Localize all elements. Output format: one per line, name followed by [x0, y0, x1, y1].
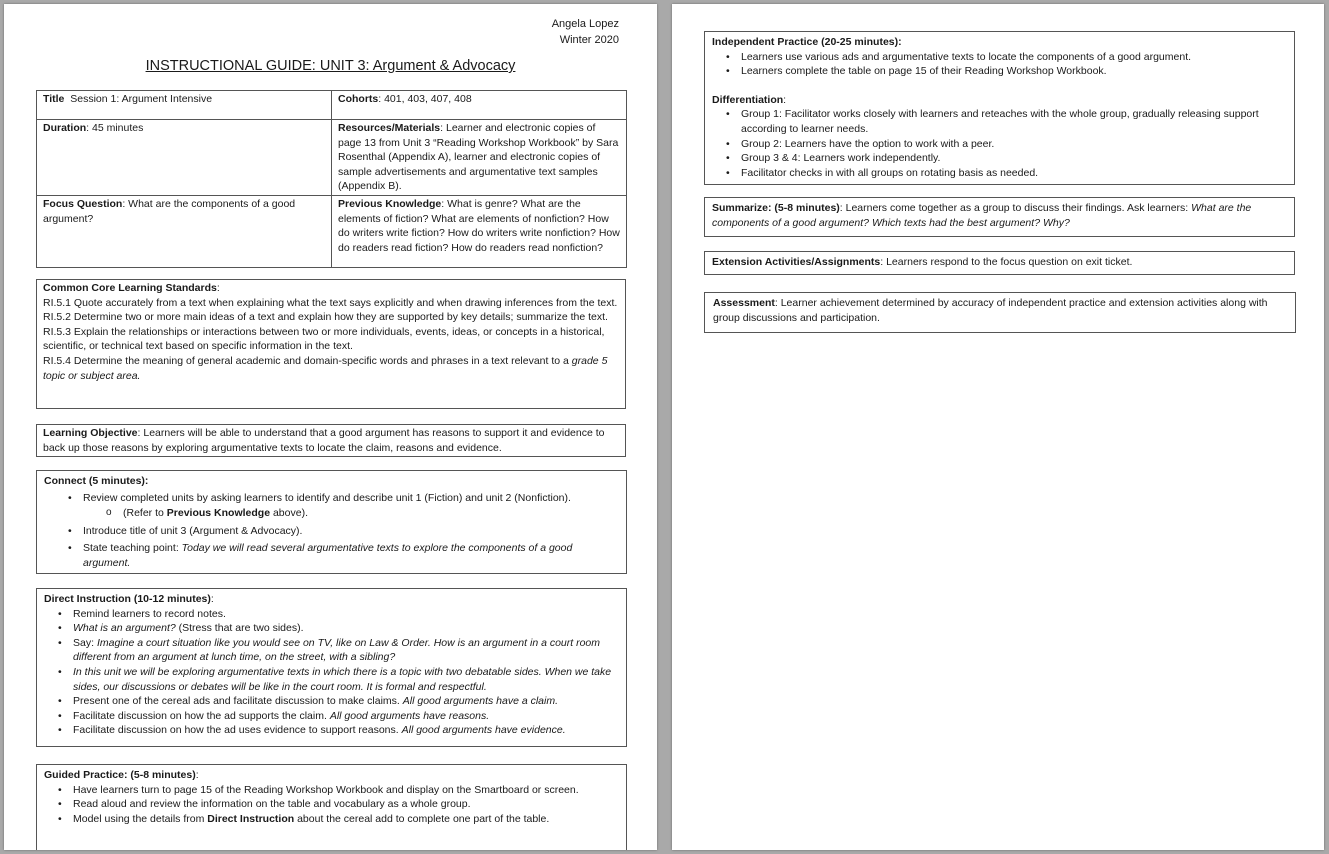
differentiation-heading-colon: :: [783, 93, 787, 106]
standard-ri-5-4-text: RI.5.4 Determine the meaning of general academic and domain-specific words and phrases in a text relevant to a: [43, 354, 572, 367]
list-item: [741, 137, 1287, 152]
connect-heading: [44, 474, 619, 489]
connect-item-2: Introduce title of unit 3 (Argument & Advocacy).: [83, 524, 303, 537]
independent-practice-heading-text: Independent Practice (20-25 minutes):: [712, 36, 902, 48]
cohorts-value: : 401, 403, 407, 408: [378, 93, 472, 105]
list-item: [73, 812, 619, 827]
connect-item-3-italic: Today we will read several argumentative texts to explore the components of a good argument.: [83, 542, 573, 569]
page-header: [552, 16, 619, 48]
connect-sub-prefix: (Refer to: [123, 507, 167, 520]
list-item: [83, 524, 619, 539]
connect-sub-bold: Previous Knowledge: [166, 507, 271, 520]
independent-practice-heading: [712, 35, 1287, 50]
independent-item-1: Learners use various ads and argumentative texts to locate the components of a good argument.: [741, 50, 1192, 63]
connect-item-1: Review completed units by asking learners to identify and describe unit 1 (Fiction) and unit 2 (Nonfiction).: [83, 491, 571, 504]
guided-practice-list: [44, 783, 619, 827]
learning-objective: [43, 426, 619, 455]
list-item: [73, 797, 619, 812]
list-item: [73, 723, 619, 738]
connect-sublist: [44, 506, 619, 521]
standard-ri-5-4-italic: grade 5 topic or subject area.: [43, 354, 608, 382]
direct-item-4-italic: In this unit we will be exploring argumentative texts in which there is a topic with two debatable sides. When we take sides, our discussions or debates will be like in the court room. It is formal and respectful.: [73, 665, 612, 693]
standard-ri-5-2: RI.5.2 Determine two or more main ideas of a text and explain how they are supported by key details; summarize the text.: [43, 311, 608, 324]
differentiation-heading-text: Differentiation: [712, 93, 784, 106]
list-item: [741, 151, 1287, 166]
title-cell: [37, 91, 332, 120]
document-page-1: [4, 4, 657, 850]
extension-heading: Extension Activities/Assignments: [712, 256, 881, 268]
direct-instruction-heading-colon: :: [210, 593, 214, 605]
spacer: [712, 79, 1287, 93]
differentiation-item-2: Group 2: Learners have the option to work with a peer.: [741, 137, 995, 150]
guided-practice-heading: [44, 768, 619, 783]
previous-knowledge-label: Previous Knowledge: [338, 197, 442, 210]
independent-practice-list: [712, 50, 1287, 79]
standards-heading-colon: :: [216, 282, 220, 294]
list-item: [73, 709, 619, 724]
duration-cell: [37, 120, 332, 196]
list-item: [741, 50, 1287, 65]
learning-objective-text: : Learners will be able to understand that a good argument has reasons to support it and evidence to back up those reasons by exploring argumentative texts to locate the claim, reasons and evidence.: [43, 427, 605, 454]
standard-ri-5-1: RI.5.1 Quote accurately from a text when explaining what the text says explicitly and when drawing inferences from the text.: [43, 296, 618, 309]
title-value: Session 1: Argument Intensive: [64, 93, 213, 105]
previous-knowledge-cell: [332, 195, 627, 267]
connect-list: [44, 491, 619, 506]
summarize-questions: What are the components of a good argument? Which texts had the best argument? Why?: [712, 202, 1252, 229]
list-item: [73, 636, 619, 665]
list-item: [73, 694, 619, 709]
guided-practice-heading-text: Guided Practice: (5-8 minutes): [44, 769, 196, 781]
direct-instruction-list: [44, 607, 619, 738]
previous-knowledge-value: : What is genre? What are the elements of fiction? What are elements of nonfiction? How do writers write fiction? How do writers write nonfiction? How do readers read fiction? How do readers read nonfiction?: [338, 197, 620, 254]
list-item: [123, 506, 619, 521]
direct-item-6-italic: All good arguments have reasons.: [329, 709, 490, 722]
assessment-text: [713, 296, 1287, 325]
summarize-box: [704, 197, 1295, 237]
differentiation-item-3: Group 3 & 4: Learners work independently.: [741, 152, 941, 165]
connect-heading-text: Connect (5 minutes):: [44, 475, 149, 487]
standards-heading: [43, 281, 619, 296]
summarize-body: : Learners come together as a group to discuss their findings. Ask learners:: [839, 202, 1192, 214]
duration-label: Duration: [43, 122, 87, 134]
summarize-heading: Summarize: (5-8 minutes): [712, 202, 840, 214]
focus-question-label: Focus Question: [43, 197, 123, 210]
assessment-box: [704, 292, 1296, 333]
summarize-text: [712, 201, 1287, 230]
connect-item-3-prefix: State teaching point:: [83, 542, 182, 555]
term: Winter 2020: [559, 34, 619, 46]
independent-item-2: Learners complete the table on page 15 of their Reading Workshop Workbook.: [741, 65, 1107, 78]
resources-cell: [332, 120, 627, 196]
session-info-table: [36, 90, 627, 268]
differentiation-heading: [712, 93, 1287, 108]
extension-box: [704, 251, 1295, 275]
list-item: [73, 783, 619, 798]
direct-item-7-italic: All good arguments have evidence.: [401, 724, 566, 737]
duration-value: : 45 minutes: [86, 122, 144, 134]
cohorts-cell: [332, 91, 627, 120]
direct-instruction-box: [36, 588, 627, 747]
direct-item-5-italic: All good arguments have a claim.: [402, 695, 559, 708]
focus-question-value: : What are the components of a good argument?: [43, 197, 296, 225]
cohorts-label: Cohorts: [338, 93, 379, 105]
connect-box: [36, 470, 627, 574]
direct-instruction-heading-text: Direct Instruction (10-12 minutes): [44, 593, 211, 605]
standards-heading-text: Common Core Learning Standards: [43, 282, 217, 294]
author-name: Angela Lopez: [551, 18, 619, 30]
extension-text: [712, 255, 1287, 270]
direct-item-6-text: Facilitate discussion on how the ad supports the claim.: [73, 709, 330, 722]
direct-instruction-heading: [44, 592, 619, 607]
extension-body: : Learners respond to the focus question on exit ticket.: [880, 256, 1133, 268]
guided-item-2: Read aloud and review the information on the table and vocabulary as a whole group.: [73, 798, 471, 811]
list-item: [83, 541, 619, 570]
guided-item-3-suffix: about the cereal add to complete one part of the table.: [294, 812, 550, 825]
assessment-body: : Learner achievement determined by accuracy of independent practice and extension activities along with group discussions and participation.: [713, 297, 1268, 324]
connect-sub-suffix: above).: [270, 507, 308, 520]
title-label: Title: [43, 93, 65, 105]
resources-label: Resources/Materials: [338, 122, 441, 134]
standard-ri-5-3: RI.5.3 Explain the relationships or interactions between two or more individuals, events, ideas, or concepts in a historical, scientific, or technical text based on specific information in the text.: [43, 325, 605, 353]
list-item: [741, 107, 1287, 136]
document-title: INSTRUCTIONAL GUIDE: UNIT 3: Argument & Advocacy: [145, 58, 516, 74]
differentiation-list: [712, 107, 1287, 180]
document-page-2: [672, 4, 1324, 850]
direct-item-1: Remind learners to record notes.: [73, 607, 226, 620]
direct-item-2-text: (Stress that are two sides).: [175, 622, 304, 635]
focus-question-cell: [37, 195, 332, 267]
differentiation-item-4: Facilitator checks in with all groups on rotating basis as needed.: [741, 166, 1039, 179]
direct-item-5-text: Present one of the cereal ads and facilitate discussion to make claims.: [73, 695, 403, 708]
learning-objective-heading: Learning Objective: [43, 427, 138, 439]
connect-list-continued: [44, 524, 619, 571]
direct-item-3-italic: Imagine a court situation like you would see on TV, like on Law & Order. How is an argument in a court room different from an argument at lunch time, on the street, with a sibling?: [73, 636, 601, 664]
guided-practice-heading-colon: :: [195, 769, 199, 781]
independent-practice-box: [704, 31, 1295, 185]
standards-box: [36, 279, 626, 409]
guided-item-3-bold: Direct Instruction: [207, 812, 295, 825]
guided-item-1: Have learners turn to page 15 of the Reading Workshop Workbook and display on the Smartboard or screen.: [73, 783, 579, 796]
resources-value: : Learner and electronic copies of page 13 from Unit 3 “Reading Workshop Workbook” by Sara Rosenthal (Appendix A), learner and electronic copies of sample advertisements and argumentative text samples (Appendix B).: [338, 122, 619, 193]
guided-item-3-prefix: Model using the details from: [73, 812, 208, 825]
list-item: [83, 491, 619, 506]
list-item: [73, 621, 619, 636]
list-item: [73, 607, 619, 622]
list-item: [741, 166, 1287, 181]
list-item: [741, 64, 1287, 79]
direct-item-7-text: Facilitate discussion on how the ad uses evidence to support reasons.: [73, 724, 402, 737]
guided-practice-box: [36, 764, 627, 850]
assessment-heading: Assessment: [713, 297, 775, 309]
direct-item-2-italic: What is an argument?: [73, 622, 176, 635]
standard-ri-5-4: [43, 354, 619, 383]
direct-item-3-prefix: Say:: [73, 636, 97, 649]
list-item: [73, 665, 619, 694]
learning-objective-box: [36, 424, 626, 457]
differentiation-item-1: Group 1: Facilitator works closely with learners and reteaches with the whole group, gradually releasing support according to learner needs.: [741, 108, 1259, 135]
